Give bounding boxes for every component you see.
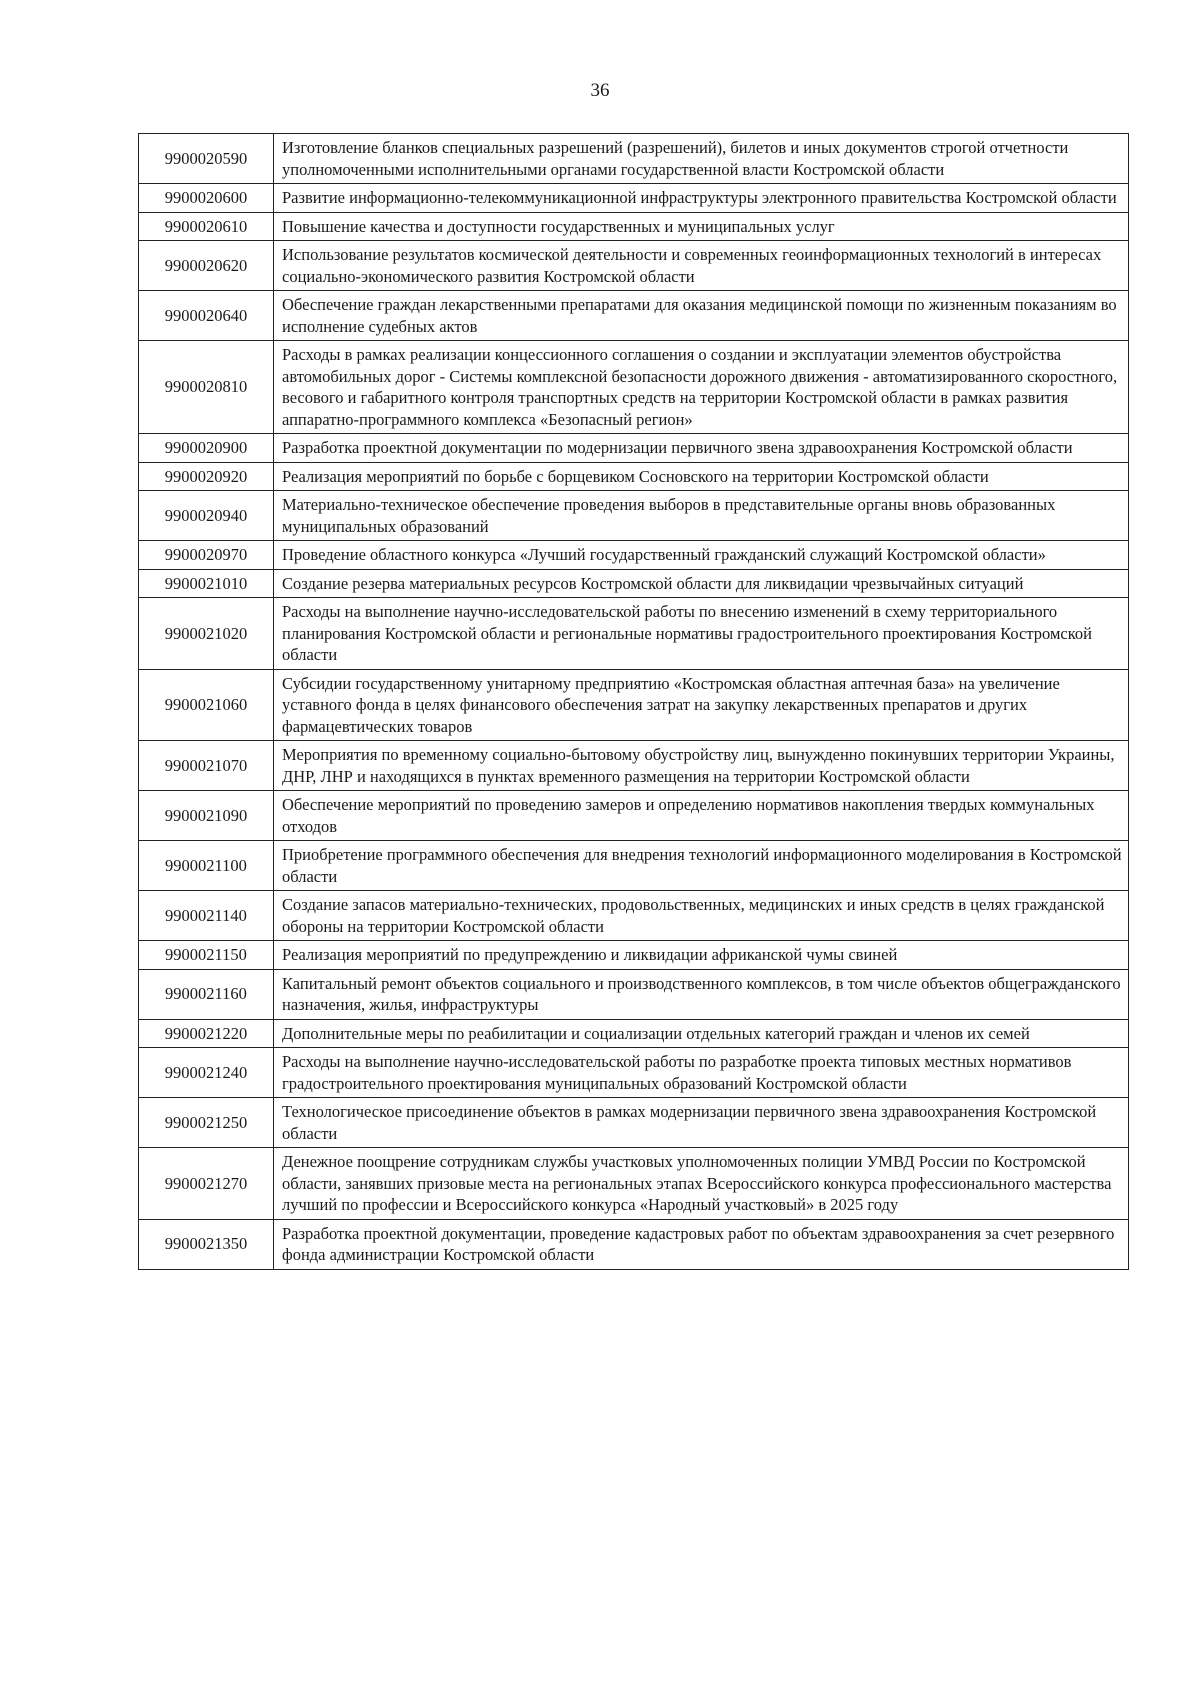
table-row [139,291,1129,341]
row-description-cell: Субсидии государственному унитарному предприятию «Костромская областная аптечная база» на увеличение уставного фонда в целях финансового обеспечения затрат на закупку лекарственных препаратов и других фармацевтических товаров [274,669,1129,741]
table-row [139,741,1129,791]
row-code-cell: 9900021010 [139,569,274,598]
table-row [139,134,1129,184]
table-row [139,669,1129,741]
row-code-cell: 9900020810 [139,341,274,434]
row-description-cell: Материально-техническое обеспечение проведения выборов в представительные органы вновь образованных муниципальных образований [274,491,1129,541]
expenditure-code-table [138,133,1129,1270]
row-description-cell: Технологическое присоединение объектов в рамках модернизации первичного звена здравоохранения Костромской области [274,1098,1129,1148]
row-description-cell: Изготовление бланков специальных разрешений (разрешений), билетов и иных документов строгой отчетности уполномоченными исполнительными органами государственной власти Костромской области [274,134,1129,184]
row-description-cell: Обеспечение граждан лекарственными препаратами для оказания медицинской помощи по жизненным показаниям во исполнение судебных актов [274,291,1129,341]
row-code-cell: 9900021020 [139,598,274,670]
row-description-cell: Повышение качества и доступности государственных и муниципальных услуг [274,212,1129,241]
table-row [139,598,1129,670]
table-row [139,434,1129,463]
row-code-cell: 9900020940 [139,491,274,541]
row-description-cell: Приобретение программного обеспечения для внедрения технологий информационного моделирования в Костромской области [274,841,1129,891]
row-description-cell: Денежное поощрение сотрудникам службы участковых уполномоченных полиции УМВД России по Костромской области, занявших призовые места на региональных этапах Всероссийского конкурса профессионального мастерства лучший по профессии и Всероссийского конкурса «Народный участковый» в 2025 году [274,1148,1129,1220]
row-code-cell: 9900021160 [139,969,274,1019]
row-code-cell: 9900021060 [139,669,274,741]
row-code-cell: 9900021220 [139,1019,274,1048]
table-row [139,241,1129,291]
row-code-cell: 9900020970 [139,541,274,570]
table-row [139,791,1129,841]
table-row [139,541,1129,570]
row-code-cell: 9900021350 [139,1219,274,1269]
row-code-cell: 9900020640 [139,291,274,341]
row-code-cell: 9900020590 [139,134,274,184]
row-code-cell: 9900021240 [139,1048,274,1098]
page-number: 36 [590,80,610,101]
row-description-cell: Обеспечение мероприятий по проведению замеров и определению нормативов накопления твердых коммунальных отходов [274,791,1129,841]
row-description-cell: Реализация мероприятий по борьбе с борщевиком Сосновского на территории Костромской области [274,462,1129,491]
table-row [139,1048,1129,1098]
row-description-cell: Капитальный ремонт объектов социального и производственного комплексов, в том числе объектов общегражданского назначения, жилья, инфраструктуры [274,969,1129,1019]
table-row [139,969,1129,1019]
row-description-cell: Проведение областного конкурса «Лучший государственный гражданский служащий Костромской области» [274,541,1129,570]
row-code-cell: 9900021140 [139,891,274,941]
row-description-cell: Реализация мероприятий по предупреждению и ликвидации африканской чумы свиней [274,941,1129,970]
row-description-cell: Расходы в рамках реализации концессионного соглашения о создании и эксплуатации элементов обустройства автомобильных дорог - Системы комплексной безопасности дорожного движения - автоматизированного скоростного, весового и габаритного контроля транспортных средств на территории Костромской области в рамках развития аппаратно-программного комплекса «Безопасный регион» [274,341,1129,434]
table-row [139,1019,1129,1048]
row-description-cell: Разработка проектной документации, проведение кадастровых работ по объектам здравоохранения за счет резервного фонда администрации Костромской области [274,1219,1129,1269]
row-code-cell: 9900021270 [139,1148,274,1220]
table-row [139,1148,1129,1220]
table-row [139,462,1129,491]
table-row [139,841,1129,891]
table-row [139,212,1129,241]
table-row [139,1098,1129,1148]
table-row [139,891,1129,941]
row-code-cell: 9900021070 [139,741,274,791]
row-description-cell: Использование результатов космической деятельности и современных геоинформационных технологий в интересах социально-экономического развития Костромской области [274,241,1129,291]
row-description-cell: Развитие информационно-телекоммуникационной инфраструктуры электронного правительства Костромской области [274,184,1129,213]
row-code-cell: 9900020610 [139,212,274,241]
row-description-cell: Создание резерва материальных ресурсов Костромской области для ликвидации чрезвычайных ситуаций [274,569,1129,598]
table-row [139,941,1129,970]
table-row [139,1219,1129,1269]
row-code-cell: 9900021100 [139,841,274,891]
row-code-cell: 9900021250 [139,1098,274,1148]
row-code-cell: 9900020900 [139,434,274,463]
table-row [139,341,1129,434]
row-description-cell: Мероприятия по временному социально-бытовому обустройству лиц, вынужденно покинувших территории Украины, ДНР, ЛНР и находящихся в пунктах временного размещения на территории Костромской области [274,741,1129,791]
row-description-cell: Расходы на выполнение научно-исследовательской работы по разработке проекта типовых местных нормативов градостроительного проектирования муниципальных образований Костромской области [274,1048,1129,1098]
row-code-cell: 9900021090 [139,791,274,841]
table-row [139,491,1129,541]
row-description-cell: Дополнительные меры по реабилитации и социализации отдельных категорий граждан и членов их семей [274,1019,1129,1048]
row-description-cell: Расходы на выполнение научно-исследовательской работы по внесению изменений в схему территориального планирования Костромской области и региональные нормативы градостроительного проектирования Костромской области [274,598,1129,670]
row-description-cell: Разработка проектной документации по модернизации первичного звена здравоохранения Костромской области [274,434,1129,463]
row-code-cell: 9900020620 [139,241,274,291]
row-description-cell: Создание запасов материально-технических, продовольственных, медицинских и иных средств в целях гражданской обороны на территории Костромской области [274,891,1129,941]
table-body [139,134,1129,1270]
row-code-cell: 9900020600 [139,184,274,213]
row-code-cell: 9900020920 [139,462,274,491]
table-row [139,184,1129,213]
row-code-cell: 9900021150 [139,941,274,970]
table-row [139,569,1129,598]
